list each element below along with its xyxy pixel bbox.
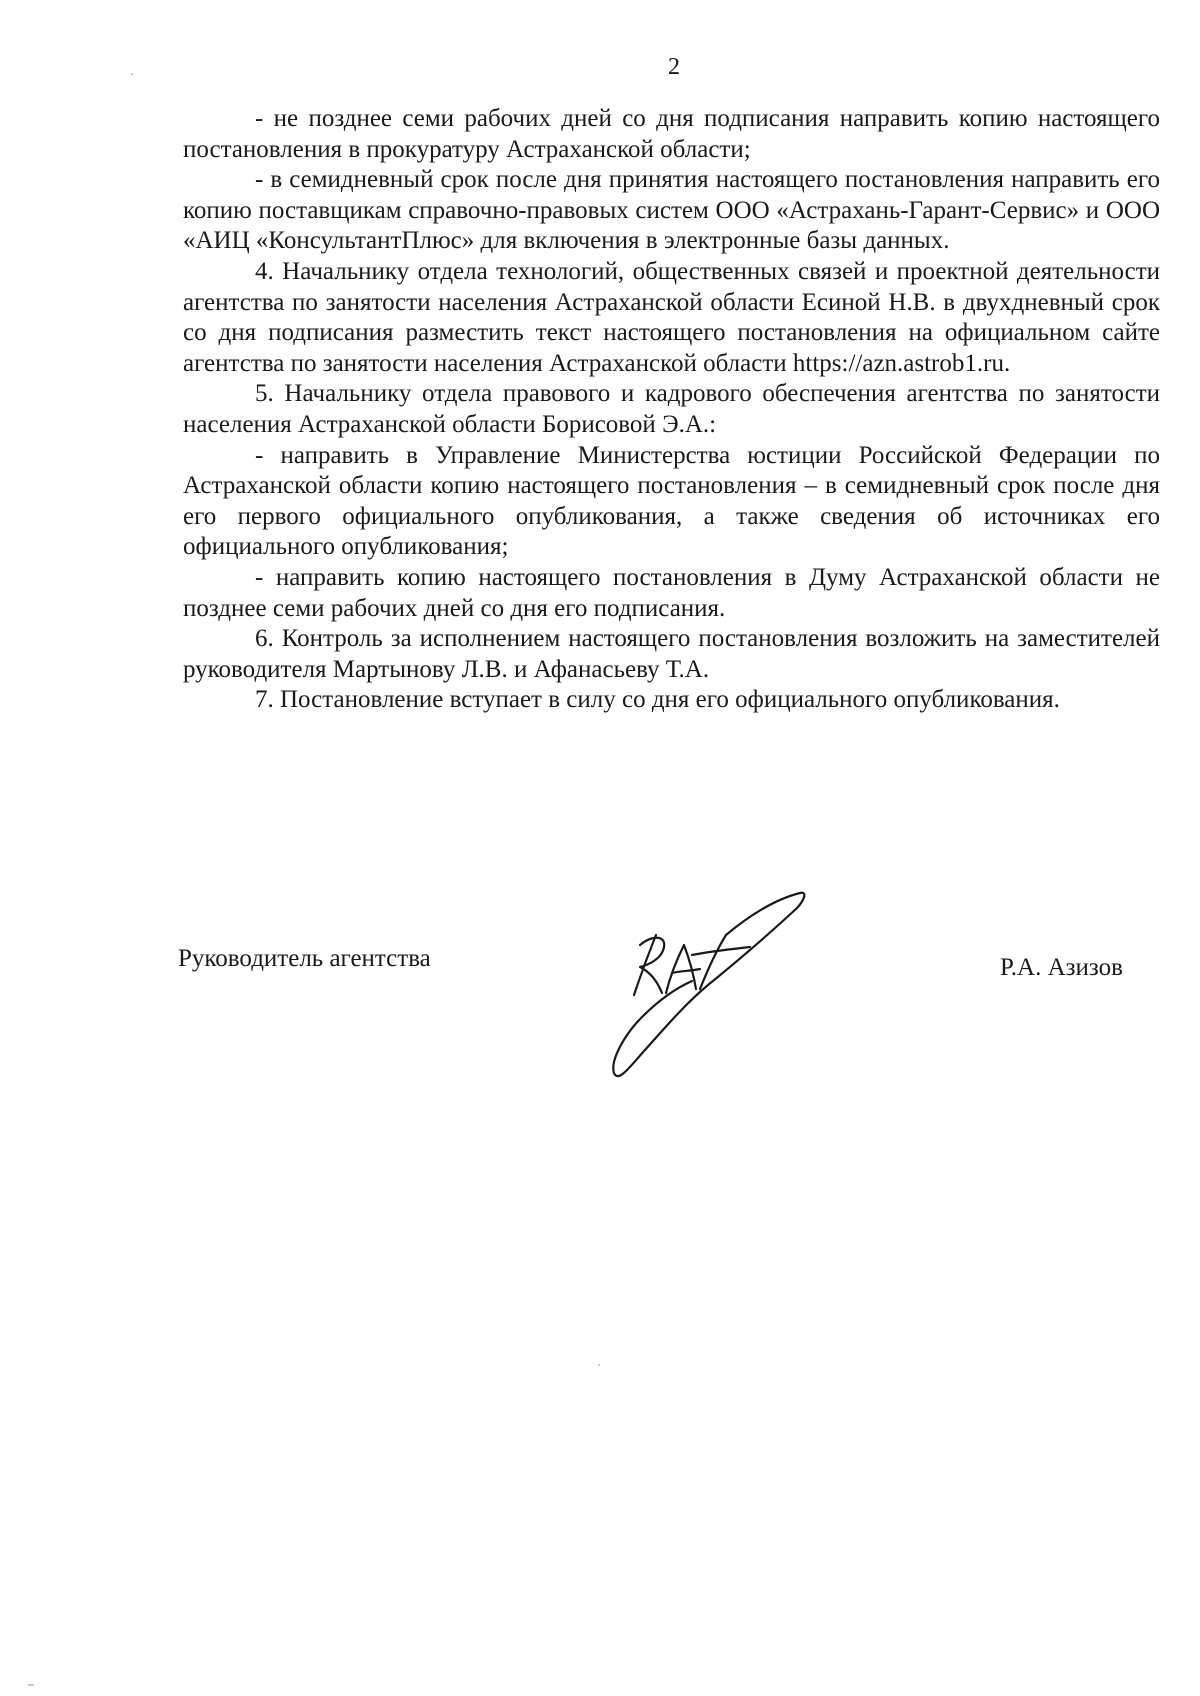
paragraph-prosecutor-copy: - не позднее семи рабочих дней со дня подписания направить копию настоящего постановления в прокуратуру Астраханской области; (183, 105, 1160, 163)
paragraph-item-5: 5. Начальнику отдела правового и кадрового обеспечения агентства по занятости населения Астраханской области Борисовой Э.А.: (183, 380, 1160, 438)
paragraph-item-4: 4. Начальнику отдела технологий, общественных связей и проектной деятельности агентства по занятости населения Астраханской области Есиной Н.В. в двухдневный срок со дня подписания разместить текст настоящего постановления на официальном сайте агентства по занятости населения Астраханской области https://azn.astrob1.ru. (183, 257, 1160, 377)
paragraph-legal-systems-copy: - в семидневный срок после дня принятия настоящего постановления направить его копию поставщикам справочно-правовых систем ООО «Астрахань-Гарант-Сервис» и ООО «АИЦ «КонсультантПлюс» для включения в электронные базы данных. (183, 166, 1160, 255)
scan-artifact (598, 1364, 600, 1366)
signatory-name: Р.А. Азизов (1000, 954, 1123, 981)
scan-artifact (28, 1684, 34, 1686)
document-body (183, 104, 1160, 716)
signatory-title: Руководитель агентства (178, 945, 431, 972)
paragraph-duma-copy: - направить копию настоящего постановления в Думу Астраханской области не позднее семи рабочих дней со дня его подписания. (183, 563, 1160, 622)
paragraph-item-7: 7. Постановление вступает в силу со дня его официального опубликования. (255, 686, 1060, 714)
page-number: 2 (668, 54, 680, 80)
scan-artifact (131, 73, 133, 75)
paragraph-ministry-justice-copy: - направить в Управление Министерства юстиции Российской Федерации по Астраханской области копию настоящего постановления – в семидневный срок после дня его первого официального опубликования, а также сведения об источниках его официального опубликования; (183, 441, 1160, 561)
handwritten-signature (600, 885, 810, 1085)
paragraph-item-6: 6. Контроль за исполнением настоящего постановления возложить на заместителей руководителя Мартынову Л.В. и Афанасьеву Т.А. (183, 625, 1160, 683)
